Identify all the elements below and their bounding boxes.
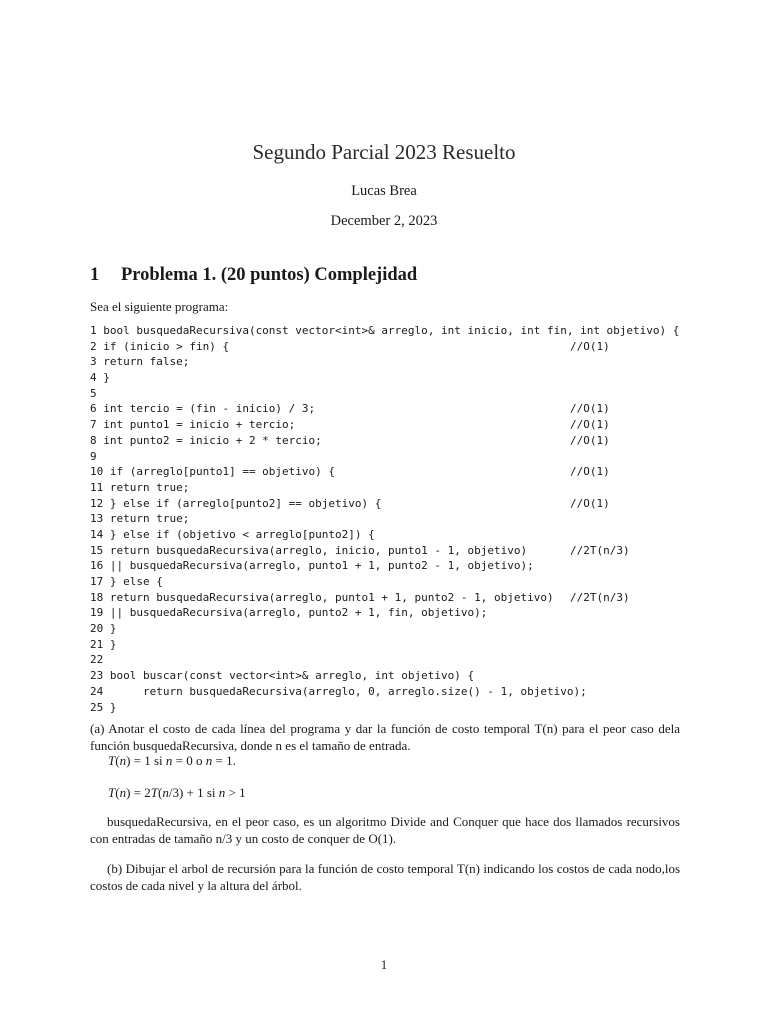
part-a-question: (a) Anotar el costo de cada línea del programa y dar la función de costo temporal T(n) para el peor caso dela función busquedaRecursiva, donde n es el tamaño de entrada. [90,721,680,753]
code-line [90,433,679,449]
code-text: 8 int punto2 = inicio + 2 * tercio; [90,433,322,447]
equation-base-case: T(n) = 1 si n = 0 o n = 1. [108,753,236,768]
code-text: 25 } [90,700,117,714]
code-line [90,511,679,527]
code-text: 11 return true; [90,480,190,494]
code-text: 18 return busquedaRecursiva(arreglo, punto1 + 1, punto2 - 1, objetivo) [90,590,554,604]
section-title: Problema 1. (20 puntos) Complejidad [121,265,418,285]
code-text: 6 int tercio = (fin - inicio) / 3; [90,402,316,416]
code-text: 1 bool busquedaRecursiva(const vector<int>& arreglo, int inicio, int fin, int objetivo) { [90,324,680,337]
code-line [90,496,679,512]
code-text: 5 [90,386,97,400]
intro-text: Sea el siguiente programa: [90,299,229,314]
code-line [90,652,679,668]
code-line [90,543,679,559]
code-line [90,684,679,700]
part-b-question: (b) Dibujar el arbol de recursión para la función de costo temporal T(n) indicando los costos de cada nodo,los costos de cada nivel y la altura del árbol. [90,861,680,893]
equation-recurrence: T(n) = 2T(n/3) + 1 si n > 1 [108,785,246,800]
code-comment: //2T(n/3) [570,590,630,604]
document-author: Lucas Brea [351,183,417,199]
code-comment: //O(1) [570,433,610,447]
code-text: 20 } [90,622,117,636]
code-text: 13 return true; [90,512,190,526]
document-date: December 2, 2023 [330,213,438,229]
page-number: 1 [380,958,388,972]
code-line [90,527,679,543]
code-line [90,668,679,684]
code-text: 14 } else if (objetivo < arreglo[punto2]) { [90,527,375,541]
code-line [90,401,679,417]
code-text: 19 || busquedaRecursiva(arreglo, punto2 + 1, fin, objetivo); [90,606,488,620]
code-text: 4 } [90,371,110,385]
code-line [90,480,679,496]
code-line [90,605,679,621]
code-comment: //O(1) [570,339,610,353]
code-text: 21 } [90,637,117,651]
code-line [90,339,679,355]
code-line [90,449,679,465]
code-line [90,370,679,386]
code-line [90,323,679,339]
code-text: 15 return busquedaRecursiva(arreglo, inicio, punto1 - 1, objetivo) [90,543,528,557]
code-comment: //O(1) [570,418,610,432]
code-line [90,637,679,653]
code-text: 24 return busquedaRecursiva(arreglo, 0, arreglo.size() - 1, objetivo); [90,684,587,698]
code-text: 7 int punto1 = inicio + tercio; [90,418,296,432]
code-comment: //O(1) [570,496,610,510]
code-text: 10 if (arreglo[punto1] == objetivo) { [90,465,336,479]
code-line [90,386,679,402]
code-comment: //O(1) [570,402,610,416]
code-line [90,574,679,590]
code-listing [90,323,679,715]
code-line [90,590,679,606]
code-line [90,621,679,637]
code-text: 17 } else { [90,575,163,588]
code-text: 2 if (inicio > fin) { [90,339,230,353]
code-line [90,354,679,370]
section-number: 1 [90,265,100,285]
code-line [90,417,679,433]
code-text: 3 return false; [90,355,190,369]
code-comment: //O(1) [570,465,610,479]
code-text: 9 [90,449,97,463]
code-line [90,464,679,480]
part-a-explanation: busquedaRecursiva, en el peor caso, es un algoritmo Divide and Conquer que hace dos llamados recursivos con entradas de tamaño n/3 y un costo de conquer de O(1). [90,814,680,846]
section-heading [90,265,417,286]
code-text: 12 } else if (arreglo[punto2] == objetivo) { [90,496,382,510]
code-text: 16 || busquedaRecursiva(arreglo, punto1 + 1, punto2 - 1, objetivo); [90,559,534,573]
code-comment: //2T(n/3) [570,543,630,557]
code-text: 23 bool buscar(const vector<int>& arreglo, int objetivo) { [90,669,475,683]
code-line [90,700,679,716]
document-title: Segundo Parcial 2023 Resuelto [252,140,516,164]
code-line [90,558,679,574]
code-text: 22 [90,653,104,667]
